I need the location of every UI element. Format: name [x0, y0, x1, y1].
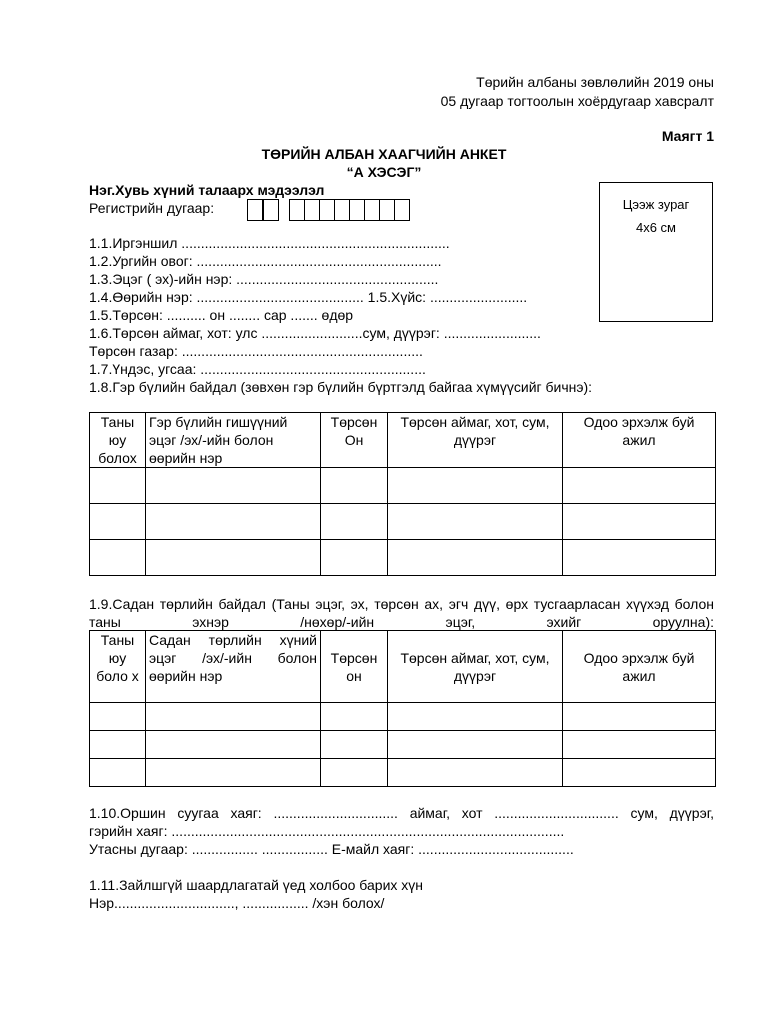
table-cell[interactable] — [563, 759, 716, 787]
photo-size: 4х6 см — [635, 220, 676, 235]
table-cell[interactable] — [321, 468, 388, 504]
table-cell[interactable] — [146, 468, 321, 504]
photo-label: Цээж зураг — [622, 197, 690, 212]
section-heading: Нэг.Хувь хүний талаарх мэдээлэл — [89, 182, 325, 198]
table-cell[interactable] — [563, 731, 716, 759]
field-ethnicity[interactable]: 1.7.Үндэс, угсаа: .......................................................... — [89, 361, 426, 377]
table-cell[interactable] — [321, 731, 388, 759]
table-cell[interactable] — [563, 540, 716, 576]
field-birth-date[interactable]: 1.5.Төрсөн: .......... он ........ сар ....... өдөр — [89, 307, 354, 323]
family-table-header — [90, 413, 716, 468]
col-occupation: Одоо эрхэлж буй ажил — [563, 413, 716, 468]
table-cell[interactable] — [321, 759, 388, 787]
col-birth-place: Төрсөн аймаг, хот, сум, дүүрэг — [388, 631, 563, 703]
field-residence-address[interactable]: 1.10.Оршин суугаа хаяг: ................................ аймаг, хот ................................ сум, дүүрэг, — [89, 805, 714, 821]
registry-digit-cells[interactable] — [290, 199, 410, 221]
relatives-table-header — [90, 631, 716, 703]
table-cell[interactable] — [321, 504, 388, 540]
table-row — [90, 759, 716, 787]
table-cell[interactable] — [146, 504, 321, 540]
table-cell[interactable] — [388, 468, 563, 504]
registry-letter-cells[interactable] — [248, 199, 279, 221]
table-cell[interactable] — [388, 703, 563, 731]
photo-placeholder — [599, 182, 713, 322]
field-own-name-gender[interactable]: 1.4.Өөрийн нэр: ........................................... 1.5.Хүйс: ......................... — [89, 289, 528, 305]
registry-cell[interactable] — [289, 199, 305, 221]
registry-cell[interactable] — [364, 199, 380, 221]
registry-cell[interactable] — [334, 199, 350, 221]
form-code: Маягт 1 — [661, 128, 714, 144]
table-cell[interactable] — [90, 504, 146, 540]
annex-line-1: Төрийн албаны зөвлөлийн 2019 оны — [476, 74, 714, 90]
table-cell[interactable] — [321, 540, 388, 576]
registry-cell[interactable] — [349, 199, 365, 221]
table-row — [90, 731, 716, 759]
table-cell[interactable] — [90, 759, 146, 787]
field-phone-email[interactable]: Утасны дугаар: ................. ................. Е-майл хаяг: ........................................ — [89, 841, 574, 857]
col-birth-year: Төрсөн он — [321, 631, 388, 703]
col-birth-year: Төрсөн Он — [321, 413, 388, 468]
field-clan-name[interactable]: 1.2.Ургийн овог: ............................................................... — [89, 253, 442, 269]
table-cell[interactable] — [146, 759, 321, 787]
table-cell[interactable] — [388, 540, 563, 576]
table-cell[interactable] — [146, 731, 321, 759]
family-table — [89, 412, 716, 576]
col-relation: Таны юу боло х — [90, 631, 146, 703]
page-subtitle: “А ХЭСЭГ” — [346, 164, 422, 180]
col-birth-place: Төрсөн аймаг, хот, сум, дүүрэг — [388, 413, 563, 468]
table-cell[interactable] — [563, 703, 716, 731]
table-row — [90, 703, 716, 731]
registry-cell[interactable] — [262, 199, 279, 221]
table-cell[interactable] — [90, 468, 146, 504]
table-row — [90, 540, 716, 576]
table-cell[interactable] — [90, 731, 146, 759]
field-birth-place[interactable]: Төрсөн газар: .............................................................. — [89, 343, 423, 359]
table-row — [90, 504, 716, 540]
relatives-table — [89, 630, 716, 787]
field-parent-name[interactable]: 1.3.Эцэг ( эх)-ийн нэр: .................................................... — [89, 271, 439, 287]
table-cell[interactable] — [146, 703, 321, 731]
table-cell[interactable] — [388, 759, 563, 787]
table-row — [90, 468, 716, 504]
annex-line-2: 05 дугаар тогтоолын хоёрдугаар хавсралт — [440, 93, 714, 109]
col-member-name: Гэр бүлийн гишүүний эцэг /эх/-ийн болон өөрийн нэр — [146, 413, 321, 468]
table-cell[interactable] — [90, 703, 146, 731]
table-cell[interactable] — [388, 731, 563, 759]
field-emergency-contact[interactable]: Нэр..............................., ................. /хэн болох/ — [89, 895, 385, 911]
col-relative-name: Садан төрлийн хүний эцэг /эх/-ийн болон өөрийн нэр — [146, 631, 321, 703]
field-birth-province[interactable]: 1.6.Төрсөн аймаг, хот: улс ..........................сум, дүүрэг: ......................... — [89, 325, 541, 341]
registry-cell[interactable] — [319, 199, 335, 221]
family-status-label: 1.8.Гэр бүлийн байдал (зөвхөн гэр бүлийн бүртгэлд байгаа хүмүүсийг бичнэ): — [89, 379, 593, 395]
registry-cell[interactable] — [247, 199, 263, 221]
table-cell[interactable] — [321, 703, 388, 731]
col-relation: Таны юу болох — [90, 413, 146, 468]
table-cell[interactable] — [146, 540, 321, 576]
field-citizenship[interactable]: 1.1.Иргэншил ..................................................................... — [89, 235, 450, 251]
page-title: ТӨРИЙН АЛБАН ХААГЧИЙН АНКЕТ — [261, 146, 507, 162]
relatives-intro: 1.9.Садан төрлийн байдал (Таны эцэг, эх, төрсөн ах, эгч дүү, өрх тусгаарласан хүүхэд болон таны эхнэр /нөхөр/-ийн эцэг, эхийг оруулна): — [89, 596, 714, 630]
col-occupation: Одоо эрхэлж буй ажил — [563, 631, 716, 703]
table-cell[interactable] — [388, 504, 563, 540]
registry-label: Регистрийн дугаар: — [89, 200, 215, 216]
field-home-address[interactable]: гэрийн хаяг: ..................................................................................................... — [89, 823, 565, 839]
table-cell[interactable] — [563, 504, 716, 540]
emergency-contact-label: 1.11.Зайлшгүй шаардлагатай үед холбоо барих хүн — [89, 877, 424, 893]
table-cell[interactable] — [90, 540, 146, 576]
registry-cell[interactable] — [379, 199, 395, 221]
registry-cell[interactable] — [304, 199, 320, 221]
registry-cell[interactable] — [394, 199, 410, 221]
table-cell[interactable] — [563, 468, 716, 504]
